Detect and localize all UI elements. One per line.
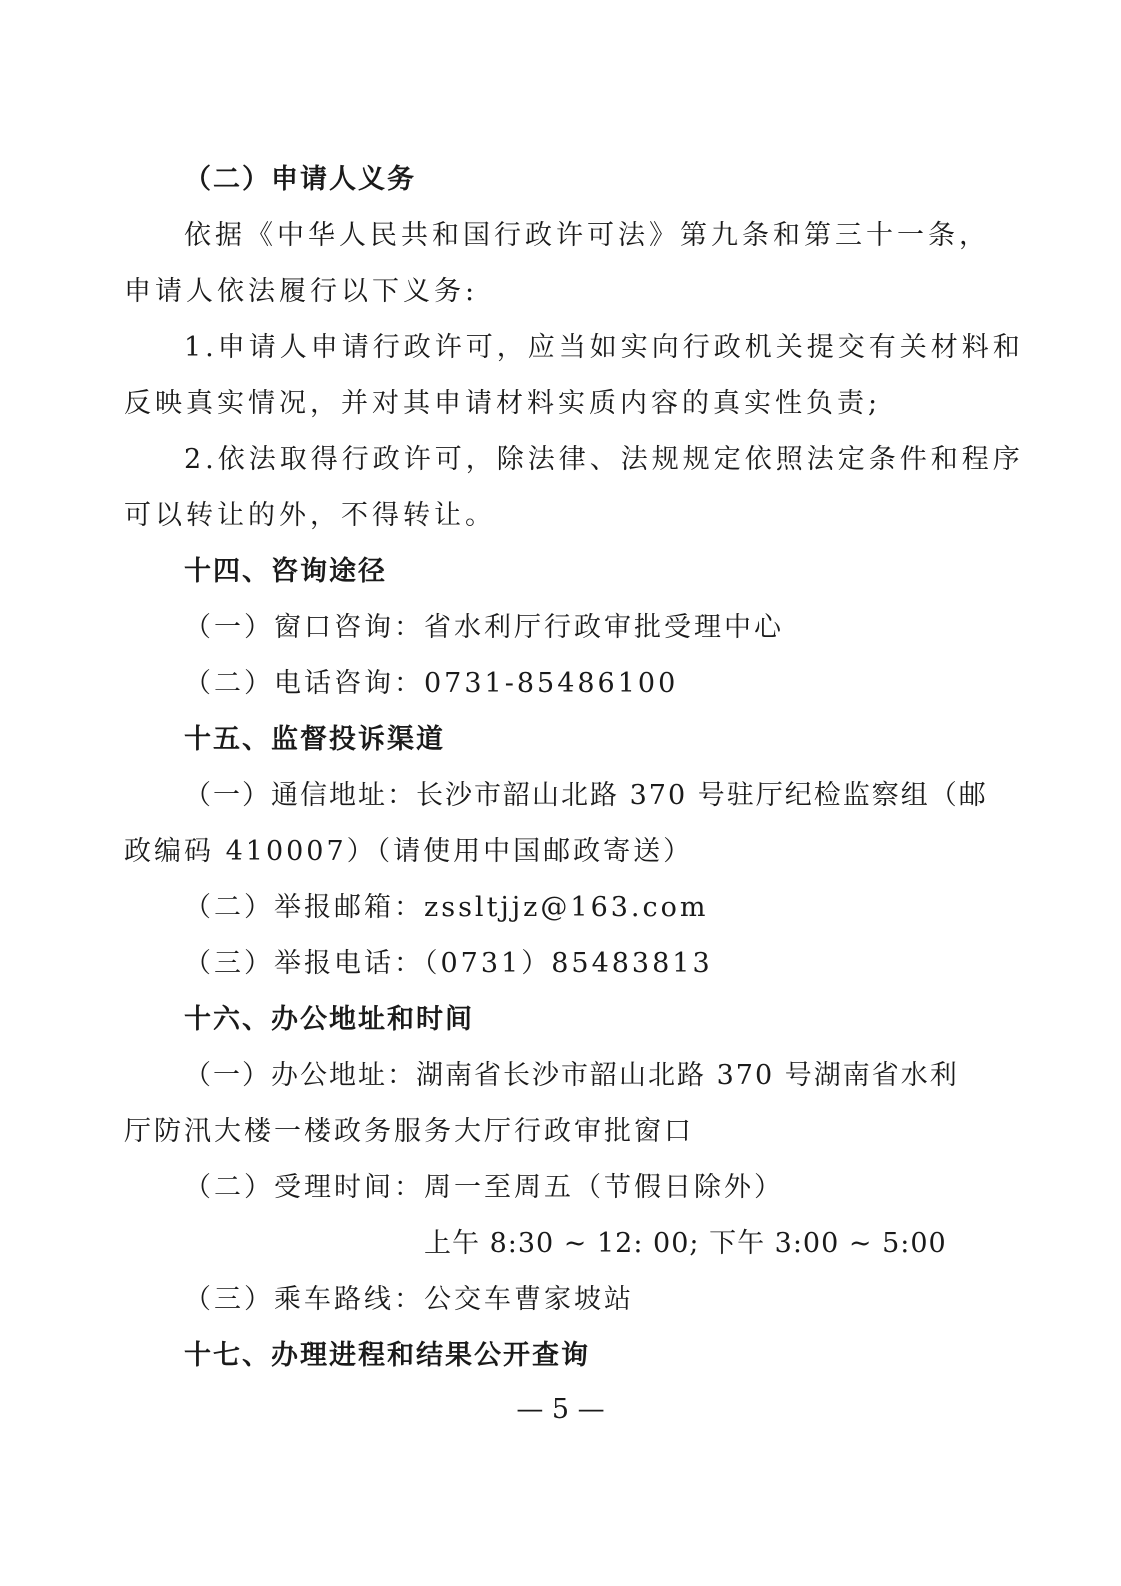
section-heading-office: 十六、办公地址和时间 [184, 1004, 474, 1035]
section-heading-progress-query: 十七、办理进程和结果公开查询 [184, 1340, 590, 1371]
page-number: — 5 — [516, 1394, 605, 1425]
list-item-obligation-1-cont: 反映真实情况，并对其申请材料实质内容的真实性负责; [124, 388, 882, 419]
list-item-obligation-1: 1.申请人申请行政许可，应当如实向行政机关提交有关材料和 [184, 332, 1024, 363]
office-hours-times: 上午 8:30 ~ 12: 00; 下午 3:00 ~ 5:00 [424, 1228, 947, 1259]
consult-window: （一）窗口咨询：省水利厅行政审批受理中心 [184, 612, 784, 643]
section-heading-applicant-obligations: （二）申请人义务 [184, 164, 416, 195]
list-item-obligation-2-cont: 可以转让的外，不得转让。 [124, 500, 496, 531]
bus-route: （三）乘车路线：公交车曹家坡站 [184, 1284, 634, 1315]
office-address: （一）办公地址：湖南省长沙市韶山北路 370 号湖南省水利 [184, 1060, 959, 1091]
paragraph: 依据《中华人民共和国行政许可法》第九条和第三十一条， [184, 220, 990, 251]
complaint-email: （二）举报邮箱：zssltjjz@163.com [184, 892, 709, 923]
complaint-phone: （三）举报电话：（0731）85483813 [184, 948, 713, 979]
paragraph: 申请人依法履行以下义务: [124, 276, 479, 307]
section-heading-complaints: 十五、监督投诉渠道 [184, 724, 445, 755]
list-item-obligation-2: 2.依法取得行政许可，除法律、法规规定依照法定条件和程序 [184, 444, 1024, 475]
section-heading-consultation: 十四、咨询途径 [184, 556, 387, 587]
complaint-address-cont: 政编码 410007）（请使用中国邮政寄送） [124, 836, 694, 867]
office-hours: （二）受理时间：周一至周五（节假日除外） [184, 1172, 784, 1203]
office-address-cont: 厅防汛大楼一楼政务服务大厅行政审批窗口 [124, 1116, 694, 1147]
complaint-address: （一）通信地址：长沙市韶山北路 370 号驻厅纪检监察组（邮 [184, 780, 988, 811]
consult-phone: （二）电话咨询：0731-85486100 [184, 668, 679, 699]
